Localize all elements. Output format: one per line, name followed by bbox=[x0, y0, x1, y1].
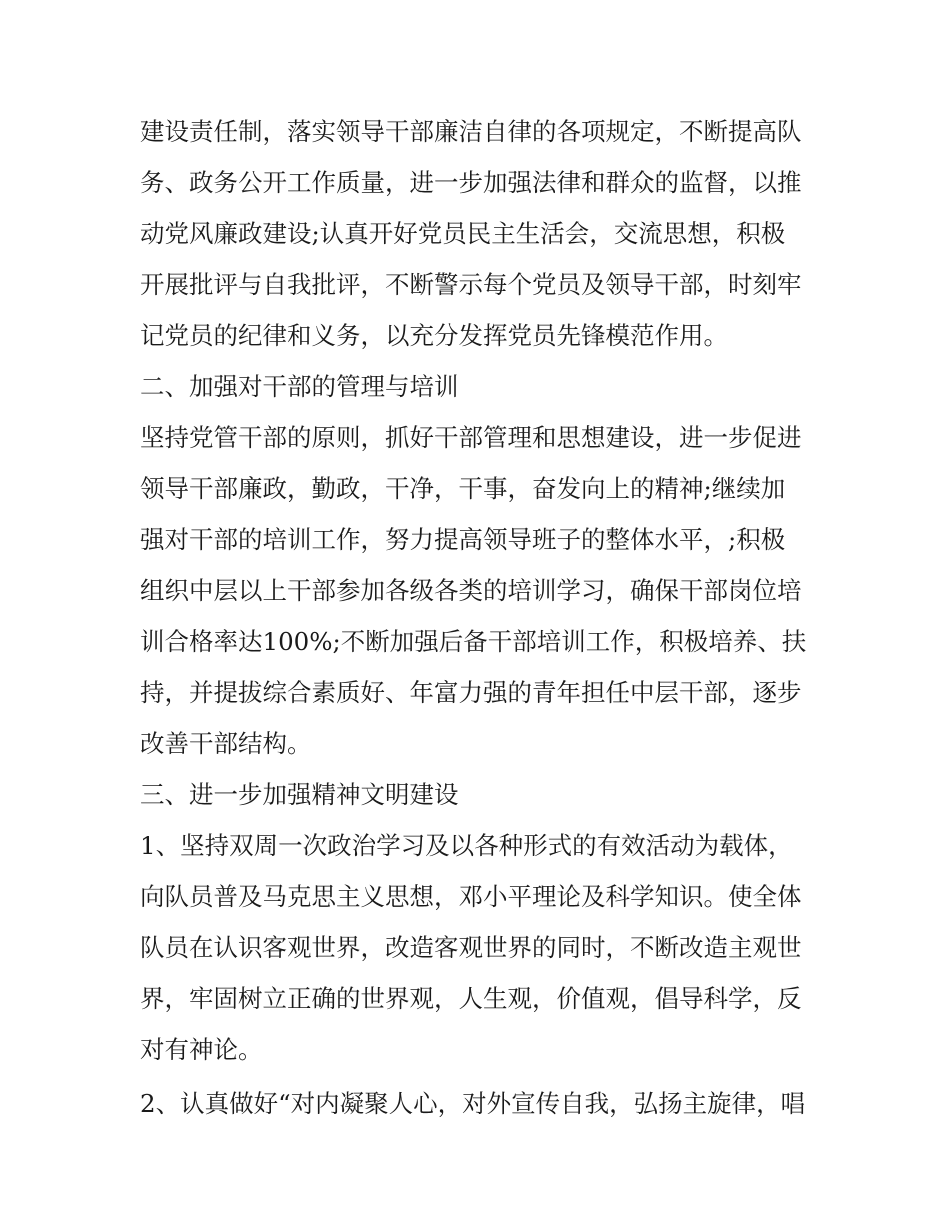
text-line: 务、政务公开工作质量，进一步加强法律和群众的监督，以推 bbox=[140, 168, 802, 197]
section-heading: 三、进一步加强精神文明建设 bbox=[140, 780, 459, 809]
text-line: 持，并提拔综合素质好、年富力强的青年担任中层干部，逐步 bbox=[140, 678, 802, 707]
text-line: 建设责任制，落实领导干部廉洁自律的各项规定，不断提高队 bbox=[140, 117, 802, 146]
text-line: 对有神论。 bbox=[140, 1035, 263, 1064]
text-line: 组织中层以上干部参加各级各类的培训学习，确保干部岗位培 bbox=[140, 576, 802, 605]
text-line: 改善干部结构。 bbox=[140, 729, 312, 758]
text-line: 领导干部廉政，勤政，干净，干事，奋发向上的精神;继续加 bbox=[140, 474, 786, 503]
text-line: 1、坚持双周一次政治学习及以各种形式的有效活动为载体， bbox=[140, 831, 793, 860]
document-body bbox=[140, 106, 820, 1129]
text-line: 队员在认识客观世界，改造客观世界的同时，不断改造主观世 bbox=[140, 933, 802, 962]
text-line: 训合格率达100%;不断加强后备干部培训工作，积极培养、扶 bbox=[140, 627, 807, 656]
text-line: 记党员的纪律和义务，以充分发挥党员先锋模范作用。 bbox=[140, 321, 728, 350]
text-line: 动党风廉政建设;认真开好党员民主生活会，交流思想，积极 bbox=[140, 219, 786, 248]
section-heading: 二、加强对干部的管理与培训 bbox=[140, 372, 459, 401]
text-line: 开展批评与自我批评，不断警示每个党员及领导干部，时刻牢 bbox=[140, 270, 802, 299]
text-line: 坚持党管干部的原则，抓好干部管理和思想建设，进一步促进 bbox=[140, 423, 802, 452]
text-line: 界，牢固树立正确的世界观，人生观，价值观，倡导科学，反 bbox=[140, 984, 802, 1013]
text-line: 强对干部的培训工作，努力提高领导班子的整体水平，;积极 bbox=[140, 525, 786, 554]
text-line: 向队员普及马克思主义思想，邓小平理论及科学知识。使全体 bbox=[140, 882, 802, 911]
text-line: 2、认真做好“对内凝聚人心，对外宣传自我，弘扬主旋律，唱 bbox=[140, 1089, 806, 1118]
